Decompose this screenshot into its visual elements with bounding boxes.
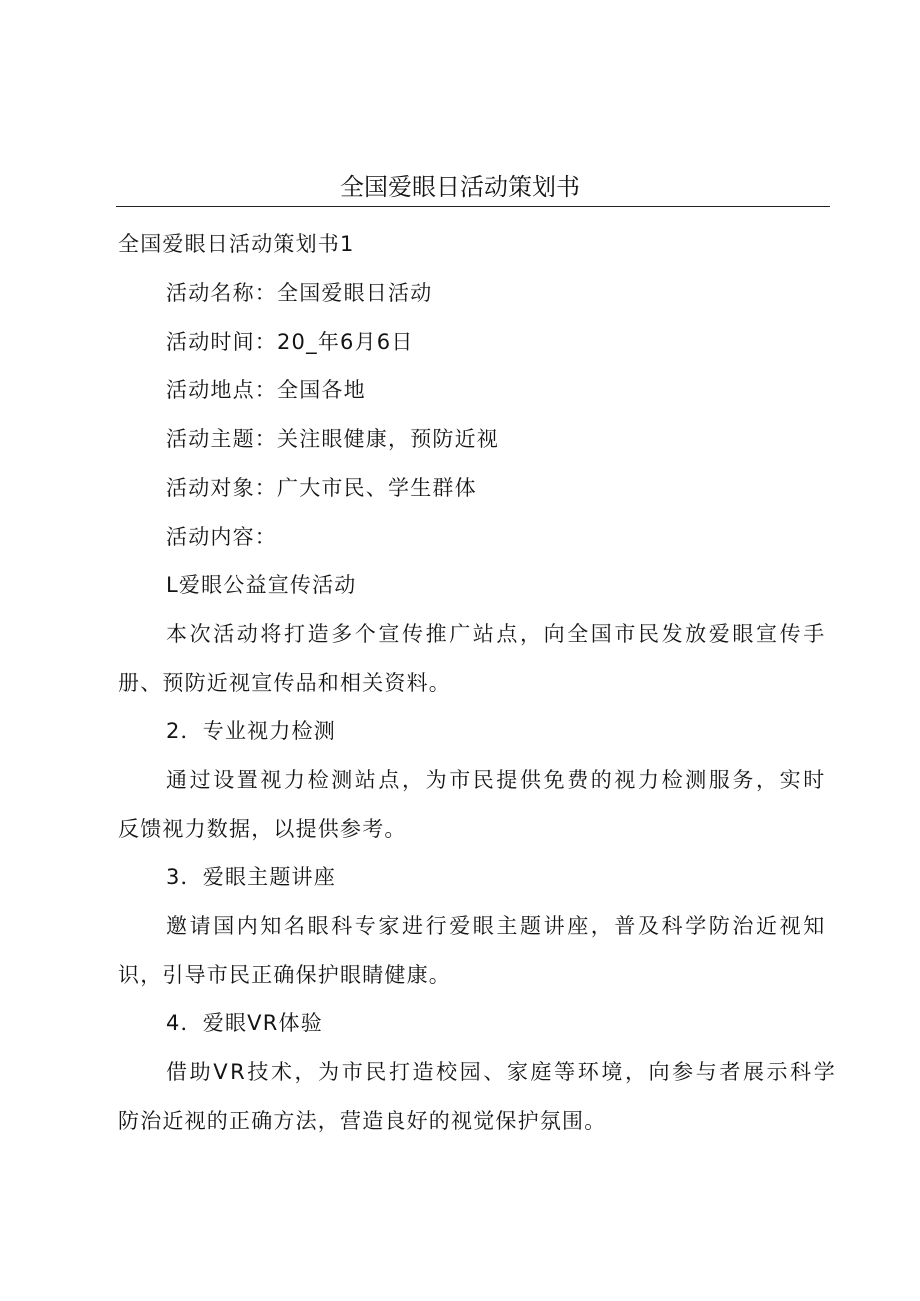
- item-1-body-line-2: 册、预防近视宣传品和相关资料。: [118, 671, 451, 695]
- item-3-heading: 3．爱眼主题讲座: [166, 865, 336, 889]
- item-4-body-line-1: 借助VR技术，为市民打造校园、家庭等环境，向参与者展示科学: [166, 1060, 838, 1084]
- item-1-heading: L爱眼公益宣传活动: [166, 573, 357, 597]
- item-3-body-line-2: 识，引导市民正确保护眼睛健康。: [118, 963, 451, 987]
- item-2-body-line-2: 反馈视力数据，以提供参考。: [118, 817, 407, 841]
- title-divider: [116, 206, 830, 207]
- item-4-body-line-2: 防治近视的正确方法，营造良好的视觉保护氛围。: [118, 1109, 607, 1133]
- item-2-body-line-1: 通过设置视力检测站点，为市民提供免费的视力检测服务，实时: [166, 768, 827, 792]
- activity-name: 活动名称：全国爱眼日活动: [166, 281, 433, 305]
- item-1-body-line-1: 本次活动将打造多个宣传推广站点，向全国市民发放爱眼宣传手: [166, 622, 827, 646]
- activity-location: 活动地点：全国各地: [166, 378, 366, 402]
- activity-audience: 活动对象：广大市民、学生群体: [166, 476, 477, 500]
- item-3-body-line-1: 邀请国内知名眼科专家进行爱眼主题讲座，普及科学防治近视知: [166, 914, 827, 938]
- activity-time: 活动时间：20_年6月6日: [166, 330, 414, 354]
- section-heading: 全国爱眼日活动策划书1: [118, 232, 355, 256]
- item-4-heading: 4．爱眼VR体验: [166, 1011, 323, 1035]
- item-2-heading: 2．专业视力检测: [166, 719, 336, 743]
- activity-theme: 活动主题：关注眼健康，预防近视: [166, 427, 499, 451]
- document-title: 全国爱眼日活动策划书: [340, 173, 580, 201]
- activity-content-label: 活动内容：: [166, 525, 277, 549]
